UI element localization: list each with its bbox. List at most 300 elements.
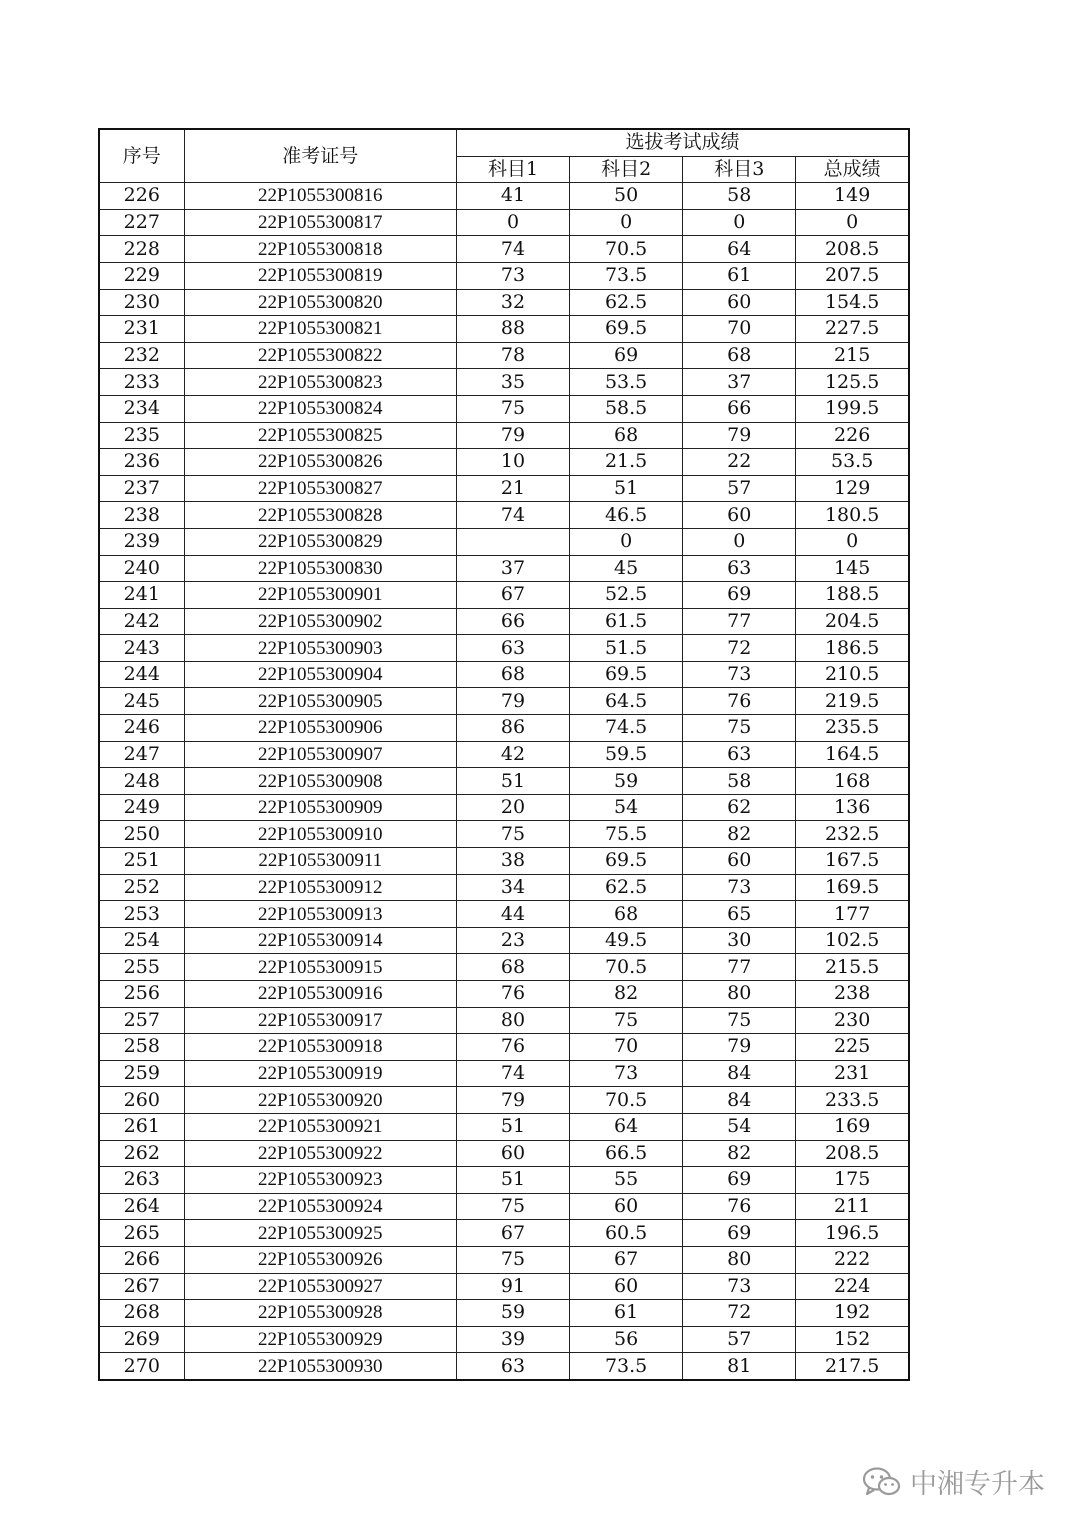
cell-exam-id: 22P1055300913 <box>184 901 456 928</box>
cell-subject1: 51 <box>456 1113 569 1140</box>
cell-seq: 235 <box>99 422 184 449</box>
cell-total: 211 <box>796 1193 909 1220</box>
cell-subject3: 0 <box>683 209 796 236</box>
cell-exam-id: 22P1055300903 <box>184 635 456 662</box>
cell-subject1: 35 <box>456 369 569 396</box>
cell-subject3: 80 <box>683 981 796 1008</box>
cell-subject2: 64.5 <box>570 688 683 715</box>
cell-seq: 242 <box>99 608 184 635</box>
cell-subject1: 91 <box>456 1273 569 1300</box>
cell-subject2: 70 <box>570 1034 683 1061</box>
watermark <box>862 1462 1045 1501</box>
cell-total: 230 <box>796 1007 909 1034</box>
cell-seq: 251 <box>99 848 184 875</box>
table-row <box>99 1007 909 1034</box>
cell-subject2: 62.5 <box>570 874 683 901</box>
cell-seq: 258 <box>99 1034 184 1061</box>
cell-subject3: 63 <box>683 555 796 582</box>
cell-subject3: 82 <box>683 1140 796 1167</box>
header-subject1: 科目1 <box>456 156 569 183</box>
table-row <box>99 1087 909 1114</box>
cell-exam-id: 22P1055300922 <box>184 1140 456 1167</box>
cell-subject2: 70.5 <box>570 236 683 263</box>
cell-seq: 259 <box>99 1060 184 1087</box>
cell-subject1: 79 <box>456 422 569 449</box>
cell-total: 177 <box>796 901 909 928</box>
table-row <box>99 768 909 795</box>
cell-subject1: 74 <box>456 236 569 263</box>
table-row <box>99 582 909 609</box>
cell-exam-id: 22P1055300907 <box>184 741 456 768</box>
cell-subject2: 58.5 <box>570 395 683 422</box>
cell-total: 199.5 <box>796 395 909 422</box>
cell-seq: 229 <box>99 262 184 289</box>
table-row <box>99 1273 909 1300</box>
cell-subject3: 61 <box>683 262 796 289</box>
cell-exam-id: 22P1055300927 <box>184 1273 456 1300</box>
cell-exam-id: 22P1055300829 <box>184 528 456 555</box>
cell-subject2: 75 <box>570 1007 683 1034</box>
cell-subject3: 84 <box>683 1060 796 1087</box>
cell-subject1: 42 <box>456 741 569 768</box>
cell-subject1: 68 <box>456 661 569 688</box>
cell-subject3: 58 <box>683 183 796 210</box>
score-table <box>98 128 910 1381</box>
cell-subject1: 79 <box>456 1087 569 1114</box>
table-row <box>99 715 909 742</box>
cell-subject3: 0 <box>683 528 796 555</box>
cell-subject1: 38 <box>456 848 569 875</box>
cell-seq: 253 <box>99 901 184 928</box>
cell-total: 102.5 <box>796 927 909 954</box>
table-row <box>99 342 909 369</box>
cell-seq: 248 <box>99 768 184 795</box>
cell-subject1: 20 <box>456 794 569 821</box>
cell-subject3: 79 <box>683 1034 796 1061</box>
table-row <box>99 502 909 529</box>
cell-exam-id: 22P1055300823 <box>184 369 456 396</box>
cell-subject2: 82 <box>570 981 683 1008</box>
cell-exam-id: 22P1055300918 <box>184 1034 456 1061</box>
cell-subject1: 63 <box>456 1353 569 1380</box>
cell-subject3: 76 <box>683 1193 796 1220</box>
cell-subject2: 64 <box>570 1113 683 1140</box>
table-row <box>99 1353 909 1380</box>
cell-subject1: 76 <box>456 981 569 1008</box>
cell-subject2: 45 <box>570 555 683 582</box>
cell-exam-id: 22P1055300901 <box>184 582 456 609</box>
cell-total: 169 <box>796 1113 909 1140</box>
cell-subject3: 75 <box>683 1007 796 1034</box>
cell-subject3: 76 <box>683 688 796 715</box>
table-row <box>99 528 909 555</box>
cell-exam-id: 22P1055300904 <box>184 661 456 688</box>
table-row <box>99 794 909 821</box>
cell-subject1: 66 <box>456 608 569 635</box>
cell-total: 204.5 <box>796 608 909 635</box>
cell-exam-id: 22P1055300828 <box>184 502 456 529</box>
cell-subject3: 54 <box>683 1113 796 1140</box>
table-row <box>99 608 909 635</box>
cell-seq: 262 <box>99 1140 184 1167</box>
cell-subject2: 60 <box>570 1273 683 1300</box>
cell-subject3: 60 <box>683 289 796 316</box>
cell-seq: 245 <box>99 688 184 715</box>
cell-subject3: 63 <box>683 741 796 768</box>
cell-total: 217.5 <box>796 1353 909 1380</box>
cell-subject2: 70.5 <box>570 1087 683 1114</box>
table-row <box>99 874 909 901</box>
cell-subject3: 69 <box>683 1220 796 1247</box>
cell-total: 154.5 <box>796 289 909 316</box>
cell-seq: 260 <box>99 1087 184 1114</box>
table-row <box>99 635 909 662</box>
cell-total: 175 <box>796 1167 909 1194</box>
cell-exam-id: 22P1055300819 <box>184 262 456 289</box>
cell-exam-id: 22P1055300906 <box>184 715 456 742</box>
cell-exam-id: 22P1055300830 <box>184 555 456 582</box>
cell-subject2: 50 <box>570 183 683 210</box>
cell-exam-id: 22P1055300826 <box>184 449 456 476</box>
table-row <box>99 395 909 422</box>
cell-subject1: 75 <box>456 1246 569 1273</box>
cell-exam-id: 22P1055300924 <box>184 1193 456 1220</box>
cell-total: 208.5 <box>796 236 909 263</box>
cell-total: 208.5 <box>796 1140 909 1167</box>
cell-exam-id: 22P1055300824 <box>184 395 456 422</box>
table-header <box>99 129 909 183</box>
cell-subject1: 39 <box>456 1326 569 1353</box>
cell-subject3: 72 <box>683 635 796 662</box>
cell-subject2: 69.5 <box>570 316 683 343</box>
cell-subject1: 67 <box>456 1220 569 1247</box>
cell-total: 169.5 <box>796 874 909 901</box>
cell-subject3: 75 <box>683 715 796 742</box>
cell-total: 226 <box>796 422 909 449</box>
cell-subject2: 69.5 <box>570 661 683 688</box>
cell-seq: 265 <box>99 1220 184 1247</box>
cell-seq: 270 <box>99 1353 184 1380</box>
cell-total: 232.5 <box>796 821 909 848</box>
cell-subject2: 67 <box>570 1246 683 1273</box>
table-row <box>99 316 909 343</box>
header-subject2: 科目2 <box>570 156 683 183</box>
cell-seq: 232 <box>99 342 184 369</box>
cell-seq: 263 <box>99 1167 184 1194</box>
cell-subject2: 60.5 <box>570 1220 683 1247</box>
cell-subject2: 55 <box>570 1167 683 1194</box>
cell-seq: 226 <box>99 183 184 210</box>
table-row <box>99 661 909 688</box>
cell-total: 224 <box>796 1273 909 1300</box>
cell-subject1: 88 <box>456 316 569 343</box>
cell-seq: 231 <box>99 316 184 343</box>
cell-seq: 237 <box>99 475 184 502</box>
cell-subject3: 69 <box>683 582 796 609</box>
cell-total: 53.5 <box>796 449 909 476</box>
cell-total: 231 <box>796 1060 909 1087</box>
cell-subject2: 54 <box>570 794 683 821</box>
cell-exam-id: 22P1055300902 <box>184 608 456 635</box>
cell-subject3: 82 <box>683 821 796 848</box>
cell-subject3: 57 <box>683 1326 796 1353</box>
cell-subject3: 80 <box>683 1246 796 1273</box>
cell-seq: 236 <box>99 449 184 476</box>
cell-exam-id: 22P1055300917 <box>184 1007 456 1034</box>
header-seq: 序号 <box>99 129 184 183</box>
cell-seq: 238 <box>99 502 184 529</box>
cell-subject3: 68 <box>683 342 796 369</box>
cell-subject3: 69 <box>683 1167 796 1194</box>
cell-subject1: 75 <box>456 395 569 422</box>
cell-subject2: 73.5 <box>570 1353 683 1380</box>
cell-subject1: 73 <box>456 262 569 289</box>
table-row <box>99 1220 909 1247</box>
wechat-icon <box>862 1466 902 1498</box>
table-row <box>99 954 909 981</box>
cell-subject1: 74 <box>456 502 569 529</box>
cell-exam-id: 22P1055300820 <box>184 289 456 316</box>
header-total: 总成绩 <box>796 156 909 183</box>
cell-total: 207.5 <box>796 262 909 289</box>
cell-subject1: 76 <box>456 1034 569 1061</box>
cell-subject1: 37 <box>456 555 569 582</box>
cell-subject2: 56 <box>570 1326 683 1353</box>
cell-seq: 239 <box>99 528 184 555</box>
cell-total: 192 <box>796 1300 909 1327</box>
cell-total: 188.5 <box>796 582 909 609</box>
cell-total: 136 <box>796 794 909 821</box>
cell-exam-id: 22P1055300925 <box>184 1220 456 1247</box>
cell-exam-id: 22P1055300822 <box>184 342 456 369</box>
cell-seq: 227 <box>99 209 184 236</box>
cell-subject3: 22 <box>683 449 796 476</box>
cell-exam-id: 22P1055300919 <box>184 1060 456 1087</box>
cell-seq: 249 <box>99 794 184 821</box>
cell-exam-id: 22P1055300909 <box>184 794 456 821</box>
table-row <box>99 422 909 449</box>
cell-seq: 233 <box>99 369 184 396</box>
cell-seq: 228 <box>99 236 184 263</box>
cell-total: 215.5 <box>796 954 909 981</box>
cell-subject1: 75 <box>456 1193 569 1220</box>
cell-exam-id: 22P1055300923 <box>184 1167 456 1194</box>
cell-total: 225 <box>796 1034 909 1061</box>
cell-seq: 267 <box>99 1273 184 1300</box>
table-row <box>99 236 909 263</box>
cell-total: 164.5 <box>796 741 909 768</box>
cell-subject2: 68 <box>570 422 683 449</box>
cell-subject1: 41 <box>456 183 569 210</box>
cell-total: 125.5 <box>796 369 909 396</box>
cell-subject1 <box>456 528 569 555</box>
table-row <box>99 1140 909 1167</box>
cell-exam-id: 22P1055300818 <box>184 236 456 263</box>
cell-seq: 266 <box>99 1246 184 1273</box>
cell-seq: 256 <box>99 981 184 1008</box>
table-row <box>99 1300 909 1327</box>
table-row <box>99 475 909 502</box>
table-row <box>99 1246 909 1273</box>
cell-exam-id: 22P1055300915 <box>184 954 456 981</box>
cell-total: 152 <box>796 1326 909 1353</box>
table-row <box>99 927 909 954</box>
cell-seq: 243 <box>99 635 184 662</box>
cell-subject2: 75.5 <box>570 821 683 848</box>
cell-total: 233.5 <box>796 1087 909 1114</box>
cell-subject2: 60 <box>570 1193 683 1220</box>
cell-seq: 250 <box>99 821 184 848</box>
cell-total: 180.5 <box>796 502 909 529</box>
cell-subject2: 70.5 <box>570 954 683 981</box>
cell-subject2: 51 <box>570 475 683 502</box>
cell-subject2: 52.5 <box>570 582 683 609</box>
cell-subject2: 53.5 <box>570 369 683 396</box>
table-row <box>99 688 909 715</box>
cell-subject1: 79 <box>456 688 569 715</box>
cell-subject3: 81 <box>683 1353 796 1380</box>
cell-subject3: 84 <box>683 1087 796 1114</box>
cell-subject3: 37 <box>683 369 796 396</box>
cell-subject2: 61.5 <box>570 608 683 635</box>
cell-seq: 234 <box>99 395 184 422</box>
table-row <box>99 1034 909 1061</box>
cell-seq: 255 <box>99 954 184 981</box>
cell-seq: 244 <box>99 661 184 688</box>
cell-subject3: 58 <box>683 768 796 795</box>
cell-seq: 230 <box>99 289 184 316</box>
cell-total: 168 <box>796 768 909 795</box>
cell-subject3: 57 <box>683 475 796 502</box>
cell-subject3: 73 <box>683 874 796 901</box>
cell-total: 186.5 <box>796 635 909 662</box>
table-row <box>99 369 909 396</box>
table-row <box>99 449 909 476</box>
cell-exam-id: 22P1055300911 <box>184 848 456 875</box>
cell-exam-id: 22P1055300816 <box>184 183 456 210</box>
cell-subject2: 62.5 <box>570 289 683 316</box>
cell-seq: 240 <box>99 555 184 582</box>
cell-total: 227.5 <box>796 316 909 343</box>
cell-total: 238 <box>796 981 909 1008</box>
cell-seq: 254 <box>99 927 184 954</box>
cell-total: 219.5 <box>796 688 909 715</box>
cell-subject3: 64 <box>683 236 796 263</box>
cell-subject2: 21.5 <box>570 449 683 476</box>
cell-subject1: 75 <box>456 821 569 848</box>
cell-subject2: 73 <box>570 1060 683 1087</box>
cell-subject3: 77 <box>683 608 796 635</box>
table-row <box>99 741 909 768</box>
table-row <box>99 262 909 289</box>
cell-subject1: 51 <box>456 1167 569 1194</box>
table-row <box>99 1326 909 1353</box>
cell-seq: 261 <box>99 1113 184 1140</box>
cell-seq: 264 <box>99 1193 184 1220</box>
table-row <box>99 209 909 236</box>
cell-exam-id: 22P1055300905 <box>184 688 456 715</box>
cell-subject3: 62 <box>683 794 796 821</box>
cell-exam-id: 22P1055300817 <box>184 209 456 236</box>
cell-subject3: 73 <box>683 661 796 688</box>
cell-total: 222 <box>796 1246 909 1273</box>
cell-total: 235.5 <box>796 715 909 742</box>
cell-subject1: 60 <box>456 1140 569 1167</box>
cell-total: 167.5 <box>796 848 909 875</box>
table-row <box>99 848 909 875</box>
header-score-group: 选拔考试成绩 <box>456 129 909 156</box>
cell-subject1: 34 <box>456 874 569 901</box>
cell-subject1: 32 <box>456 289 569 316</box>
cell-subject2: 69 <box>570 342 683 369</box>
table-row <box>99 901 909 928</box>
cell-subject3: 77 <box>683 954 796 981</box>
table-row <box>99 821 909 848</box>
cell-subject3: 73 <box>683 1273 796 1300</box>
cell-subject1: 68 <box>456 954 569 981</box>
cell-subject1: 86 <box>456 715 569 742</box>
cell-subject2: 66.5 <box>570 1140 683 1167</box>
table-row <box>99 289 909 316</box>
cell-exam-id: 22P1055300926 <box>184 1246 456 1273</box>
cell-subject1: 44 <box>456 901 569 928</box>
cell-exam-id: 22P1055300930 <box>184 1353 456 1380</box>
cell-subject3: 66 <box>683 395 796 422</box>
cell-subject3: 70 <box>683 316 796 343</box>
cell-exam-id: 22P1055300916 <box>184 981 456 1008</box>
cell-subject1: 80 <box>456 1007 569 1034</box>
cell-subject2: 49.5 <box>570 927 683 954</box>
cell-exam-id: 22P1055300912 <box>184 874 456 901</box>
cell-subject2: 46.5 <box>570 502 683 529</box>
table-row <box>99 1167 909 1194</box>
cell-exam-id: 22P1055300821 <box>184 316 456 343</box>
table-row <box>99 555 909 582</box>
cell-subject1: 63 <box>456 635 569 662</box>
cell-total: 210.5 <box>796 661 909 688</box>
cell-subject1: 59 <box>456 1300 569 1327</box>
cell-subject3: 60 <box>683 848 796 875</box>
table-row <box>99 1113 909 1140</box>
table-body <box>99 183 909 1380</box>
cell-subject2: 61 <box>570 1300 683 1327</box>
cell-subject2: 59 <box>570 768 683 795</box>
cell-subject1: 67 <box>456 582 569 609</box>
cell-total: 0 <box>796 209 909 236</box>
cell-subject2: 59.5 <box>570 741 683 768</box>
header-subject3: 科目3 <box>683 156 796 183</box>
cell-subject3: 60 <box>683 502 796 529</box>
cell-subject2: 0 <box>570 209 683 236</box>
cell-total: 149 <box>796 183 909 210</box>
cell-subject2: 51.5 <box>570 635 683 662</box>
cell-subject1: 10 <box>456 449 569 476</box>
cell-subject1: 23 <box>456 927 569 954</box>
cell-subject1: 78 <box>456 342 569 369</box>
cell-seq: 246 <box>99 715 184 742</box>
header-exam-id: 准考证号 <box>184 129 456 183</box>
cell-total: 0 <box>796 528 909 555</box>
table-row <box>99 183 909 210</box>
cell-subject2: 74.5 <box>570 715 683 742</box>
cell-total: 145 <box>796 555 909 582</box>
cell-seq: 257 <box>99 1007 184 1034</box>
cell-total: 196.5 <box>796 1220 909 1247</box>
cell-subject1: 21 <box>456 475 569 502</box>
cell-subject2: 68 <box>570 901 683 928</box>
cell-subject1: 0 <box>456 209 569 236</box>
cell-total: 129 <box>796 475 909 502</box>
